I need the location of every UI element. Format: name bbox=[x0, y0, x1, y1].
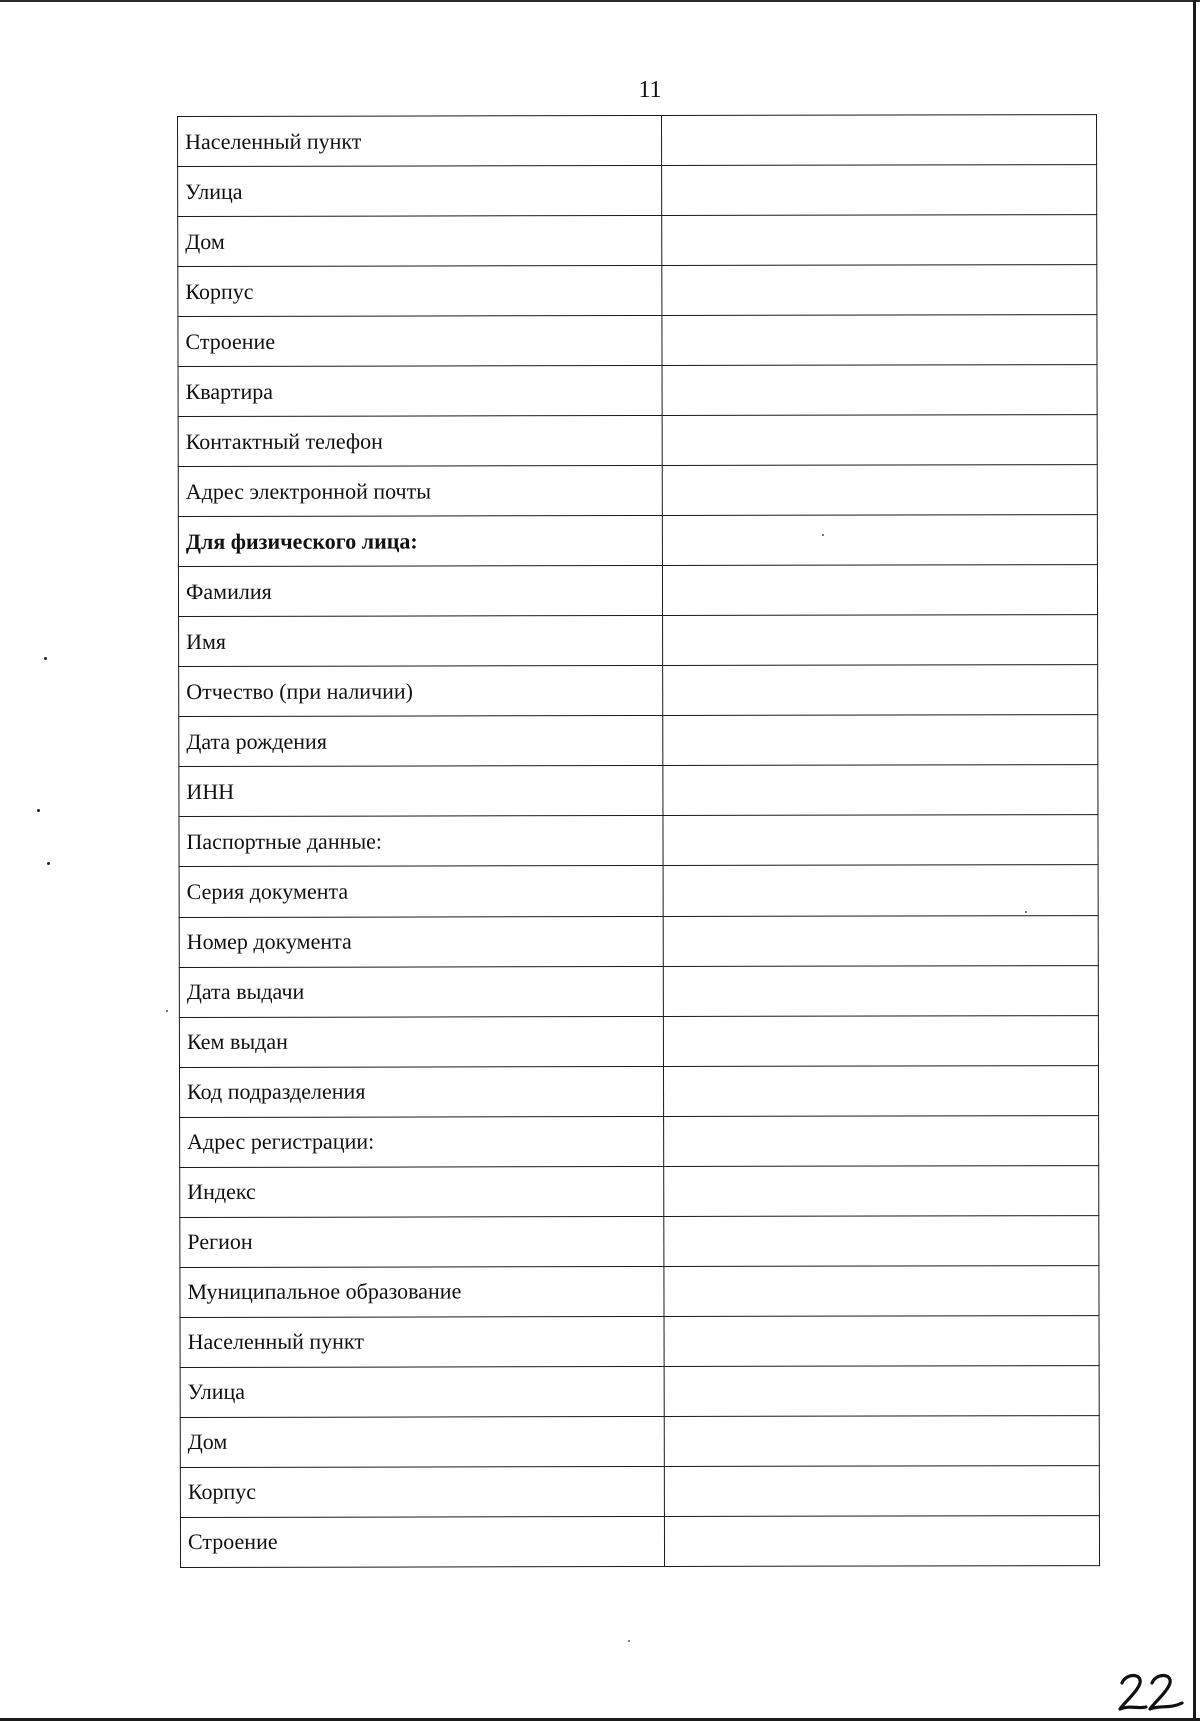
field-value bbox=[662, 365, 1097, 416]
field-label: Кем выдан bbox=[179, 1016, 663, 1067]
field-value bbox=[664, 1415, 1099, 1466]
form-table bbox=[177, 114, 1100, 1568]
field-value bbox=[664, 1365, 1099, 1416]
scan-speck bbox=[44, 657, 47, 660]
form-row bbox=[179, 665, 1098, 717]
field-label: Дом bbox=[180, 1416, 664, 1467]
field-value bbox=[662, 565, 1097, 616]
field-label: Имя bbox=[179, 616, 663, 667]
form-table-body bbox=[178, 115, 1100, 1568]
field-label: Индекс bbox=[180, 1166, 664, 1217]
field-value bbox=[663, 1015, 1098, 1066]
form-row bbox=[180, 1465, 1099, 1517]
field-value bbox=[662, 215, 1097, 266]
field-value bbox=[664, 1465, 1099, 1516]
form-row bbox=[179, 965, 1098, 1017]
field-label: Муниципальное образование bbox=[180, 1266, 664, 1317]
form-row bbox=[178, 265, 1097, 317]
form-row bbox=[178, 315, 1097, 367]
field-value bbox=[663, 665, 1098, 716]
field-value bbox=[663, 715, 1098, 766]
field-label: Отчество (при наличии) bbox=[179, 666, 663, 717]
field-value bbox=[662, 265, 1097, 316]
field-label: Адрес регистрации: bbox=[180, 1116, 664, 1167]
form-row bbox=[178, 215, 1097, 267]
field-label: Дата рождения bbox=[179, 716, 663, 767]
field-label: Паспортные данные: bbox=[179, 816, 663, 867]
form-row bbox=[178, 565, 1097, 617]
field-value bbox=[663, 615, 1098, 666]
field-label: Номер документа bbox=[179, 916, 663, 967]
field-value bbox=[662, 115, 1097, 166]
form-row bbox=[179, 865, 1098, 917]
field-label: Корпус bbox=[180, 1466, 664, 1517]
handwritten-page-mark bbox=[1116, 1669, 1186, 1717]
field-label: Фамилия bbox=[178, 566, 662, 617]
scan-speck bbox=[822, 534, 824, 536]
field-label: Улица bbox=[178, 166, 662, 217]
field-label: Код подразделения bbox=[179, 1066, 663, 1117]
form-row bbox=[179, 715, 1098, 767]
form-row bbox=[180, 1115, 1099, 1167]
form-row bbox=[180, 1515, 1099, 1567]
field-value bbox=[663, 915, 1098, 966]
field-value bbox=[662, 465, 1097, 516]
form-row bbox=[179, 765, 1098, 817]
field-label: ИНН bbox=[179, 766, 663, 817]
field-label: Улица bbox=[180, 1366, 664, 1417]
field-label: Дата выдачи bbox=[179, 966, 663, 1017]
field-value bbox=[664, 1265, 1099, 1316]
field-value bbox=[664, 1315, 1099, 1366]
form-row bbox=[178, 165, 1097, 217]
scan-edge-right bbox=[1193, 0, 1196, 1721]
form-row bbox=[180, 1415, 1099, 1467]
form-row bbox=[180, 1315, 1099, 1367]
field-label: Корпус bbox=[178, 266, 662, 317]
field-value bbox=[664, 1115, 1099, 1166]
field-value bbox=[662, 165, 1097, 216]
field-value bbox=[663, 815, 1098, 866]
scan-speck bbox=[166, 1010, 168, 1012]
form-row bbox=[180, 1165, 1099, 1217]
page-number: 11 bbox=[638, 77, 662, 103]
form-row bbox=[178, 115, 1097, 167]
scan-speck bbox=[47, 862, 50, 865]
form-row bbox=[180, 1215, 1099, 1267]
form-row bbox=[179, 1065, 1098, 1117]
field-value bbox=[662, 415, 1097, 466]
form-row bbox=[179, 1015, 1098, 1067]
form-row bbox=[178, 365, 1097, 417]
field-value bbox=[663, 965, 1098, 1016]
form-row bbox=[179, 615, 1098, 667]
scan-edge-top bbox=[0, 0, 1200, 2]
field-label: Населенный пункт bbox=[178, 115, 662, 166]
form-row bbox=[178, 415, 1097, 467]
field-value bbox=[663, 765, 1098, 816]
scan-speck bbox=[1025, 911, 1027, 913]
form-row bbox=[180, 1265, 1099, 1317]
field-value bbox=[664, 1515, 1099, 1566]
form-row bbox=[178, 515, 1097, 567]
form-row bbox=[178, 465, 1097, 517]
form-row bbox=[179, 915, 1098, 967]
field-value bbox=[664, 1215, 1099, 1266]
field-label: Регион bbox=[180, 1216, 664, 1267]
field-value bbox=[662, 315, 1097, 366]
form-row bbox=[179, 815, 1098, 867]
field-value bbox=[663, 865, 1098, 916]
field-label: Для физического лица: bbox=[178, 516, 662, 567]
form-row bbox=[180, 1365, 1099, 1417]
field-label: Дом bbox=[178, 216, 662, 267]
field-label: Населенный пункт bbox=[180, 1316, 664, 1367]
field-value bbox=[664, 1165, 1099, 1216]
scan-speck bbox=[628, 1640, 630, 1642]
field-label: Квартира bbox=[178, 366, 662, 417]
field-value bbox=[663, 1065, 1098, 1116]
field-value bbox=[662, 515, 1097, 566]
field-label: Адрес электронной почты bbox=[178, 466, 662, 517]
field-label: Контактный телефон bbox=[178, 416, 662, 467]
field-label: Строение bbox=[180, 1516, 664, 1567]
scan-speck bbox=[37, 809, 40, 812]
field-label: Строение bbox=[178, 316, 662, 367]
field-label: Серия документа bbox=[179, 866, 663, 917]
